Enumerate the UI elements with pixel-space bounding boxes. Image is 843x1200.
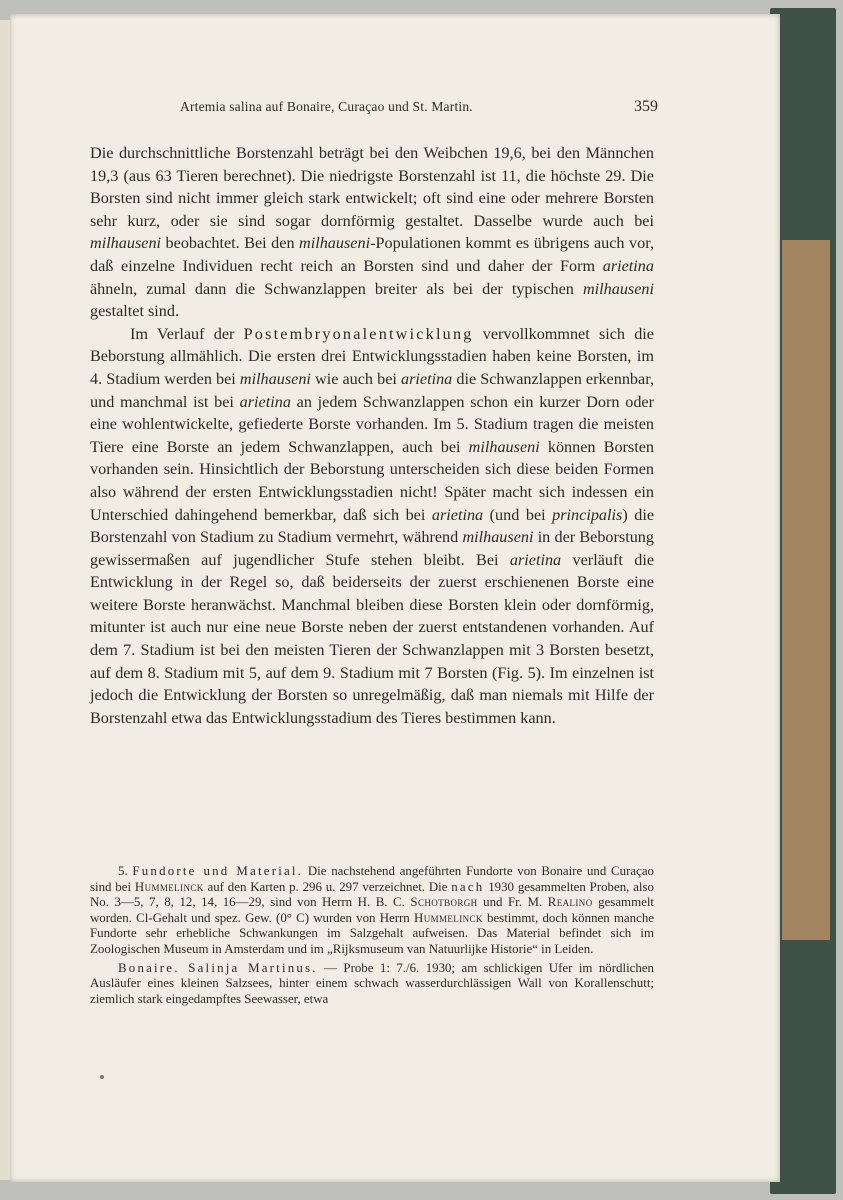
italic-species-name: milhauseni xyxy=(239,369,311,388)
text-run: an jedem Schwanzlappen schon ein kurzer Dorn oder eine wohlentwickelte, gefiederte Borste vorhanden. Im 5. Stadium tragen die meisten Tiere eine Borste an jedem Schwanzlappen, auch bei xyxy=(90,392,654,456)
italic-species-name: arietina xyxy=(509,550,562,569)
italic-species-name: arietina xyxy=(431,505,484,524)
text-run: Die durchschnittliche Borstenzahl beträgt bei den Weibchen 19,6, bei den Männchen 19,3 (aus 63 Tieren berechnet). Die niedrigste Borstenzahl ist 11, die höchste 29. Die Borsten sind nicht immer gleich stark entwickelt; oft sind eine oder mehrere Borsten sehr kurz, oder sie sind sogar dornförmig gestaltet. Dasselbe wurde auch bei xyxy=(90,144,654,230)
text-run: verläuft die Entwicklung in der Regel so, daß beiderseits der zuerst erschienenen Borste eine weitere Borste heranwächst. Manchmal bleiben diese Borsten klein oder dornförmig, mitunter ist auch nur eine neue Borste neben der zuerst entstandenen vorhanden. Auf dem 7. Stadium ist bei den meisten Tieren der Schwanzlappen mit 3 Borsten besetzt, auf dem 8. Stadium mit 5, auf dem 9. Stadium mit 7 Borsten (Fig. 5). Im einzelnen ist jedoch die Entwicklung der Borsten so unregelmäßig, daß man niemals mit Hilfe der Borstenzahl etwa das Entwicklungsstadium des Tieres bestimmen kann. xyxy=(90,550,655,727)
italic-species-name: milhauseni xyxy=(90,234,162,253)
paragraph-1 xyxy=(90,142,654,323)
text-run: ähneln, zumal dann die Schwanzlappen breiter als bei der typischen xyxy=(90,279,583,298)
text-run: (und bei xyxy=(483,505,553,524)
italic-species-name: principalis xyxy=(552,505,623,524)
italic-species-name: milhauseni xyxy=(468,437,540,456)
section-notes xyxy=(90,864,654,1007)
ink-speck xyxy=(100,1075,104,1079)
section-heading: Fundorte und Material. xyxy=(132,864,304,878)
text-run: die Schwanzlappen erkennbar, und manchmal ist bei xyxy=(90,369,655,411)
text-run: vervollkommnet sich die Beborstung allmählich. Die ersten drei Entwicklungsstadien haben keine Borsten, im 4. Stadium werden bei xyxy=(90,324,654,388)
text-run: gesammelt worden. Cl-Gehalt und spez. Gew. (0° C) wurden von Herrn xyxy=(90,895,654,925)
text-run: 5. xyxy=(118,864,133,878)
running-header xyxy=(180,98,658,116)
running-title: Artemia salina auf Bonaire, Curaçao und St. Martin. xyxy=(180,99,473,114)
text-run: — Probe 1: 7./6. 1930; am schlickigen Ufer im nördlichen Ausläufer eines kleinen Salzsees, hinter einem schwach wasserdurchlässigen Wall von Korallenschutt; ziemlich stark eingedampftes Seewasser, etwa xyxy=(90,960,654,1006)
section-5-paragraph xyxy=(90,864,654,958)
text-run: und Fr. M. xyxy=(477,895,548,910)
text-run: Die nachstehend angeführten Fundorte von Bonaire und Curaçao sind bei xyxy=(90,864,654,894)
italic-species-name: milhauseni xyxy=(462,528,534,547)
locality-heading: Bonaire. Salinja Martinus. xyxy=(118,960,318,975)
spaced-emphasis: Postembryonalentwicklung xyxy=(243,324,474,343)
text-run: können Borsten vorhanden sein. Hinsichtlich der Beborstung unterscheiden sich diese beiden Formen also während der ersten Entwicklungsstadien nicht! Später macht sich indessen ein Unterschied dahingehend bemerkbar, daß sich bei xyxy=(90,437,654,524)
locality-paragraph xyxy=(90,961,654,1008)
text-run: 1930 gesammelten Proben, also No. 3—5, 7, 8, 12, 14, 16—29, sind von Herrn H. B. C. xyxy=(90,879,654,910)
text-run: gestaltet sind. xyxy=(90,302,180,321)
text-run: beobachtet. Bei den xyxy=(161,234,300,253)
italic-species-name: milhauseni xyxy=(582,279,654,298)
text-run: Im Verlauf der xyxy=(130,324,244,343)
paragraph-2 xyxy=(90,323,654,730)
author-name: Realino xyxy=(547,895,593,910)
text-run: wie auch bei xyxy=(310,369,401,388)
author-name: Schotborgh xyxy=(410,895,478,910)
author-name: Hummelinck xyxy=(413,910,483,925)
paper-strip xyxy=(782,240,830,940)
italic-species-name: arietina xyxy=(401,369,453,388)
italic-species-name: milhauseni xyxy=(299,234,371,253)
italic-species-name: arietina xyxy=(602,256,654,275)
text-run: -Populationen kommt es übrigens auch vor, daß einzelne Individuen recht reich an Borsten sind und daher der Form xyxy=(90,234,654,275)
text-run: in der Beborstung gewissermaßen auf jugendlicher Stufe stehen bleibt. Bei xyxy=(90,528,654,569)
body-text xyxy=(90,142,654,729)
page-number: 359 xyxy=(634,98,658,115)
text-run: auf den Karten p. 296 u. 297 verzeichnet. Die xyxy=(203,879,452,894)
italic-species-name: arietina xyxy=(239,392,291,411)
spaced-emphasis: nach xyxy=(451,879,485,894)
text-run: ) die Borstenzahl von Stadium zu Stadium vermehrt, während xyxy=(90,505,654,547)
text-run: bestimmt, doch können manche Fundorte sehr erhebliche Schwankungen im Salzgehalt aufweisen. Das Material befindet sich im Zoologischen Museum in Amsterdam und im „Rijksmuseum van Natuurlijke Historie“ in Leiden. xyxy=(90,910,654,956)
author-name: Hummelinck xyxy=(134,879,204,894)
